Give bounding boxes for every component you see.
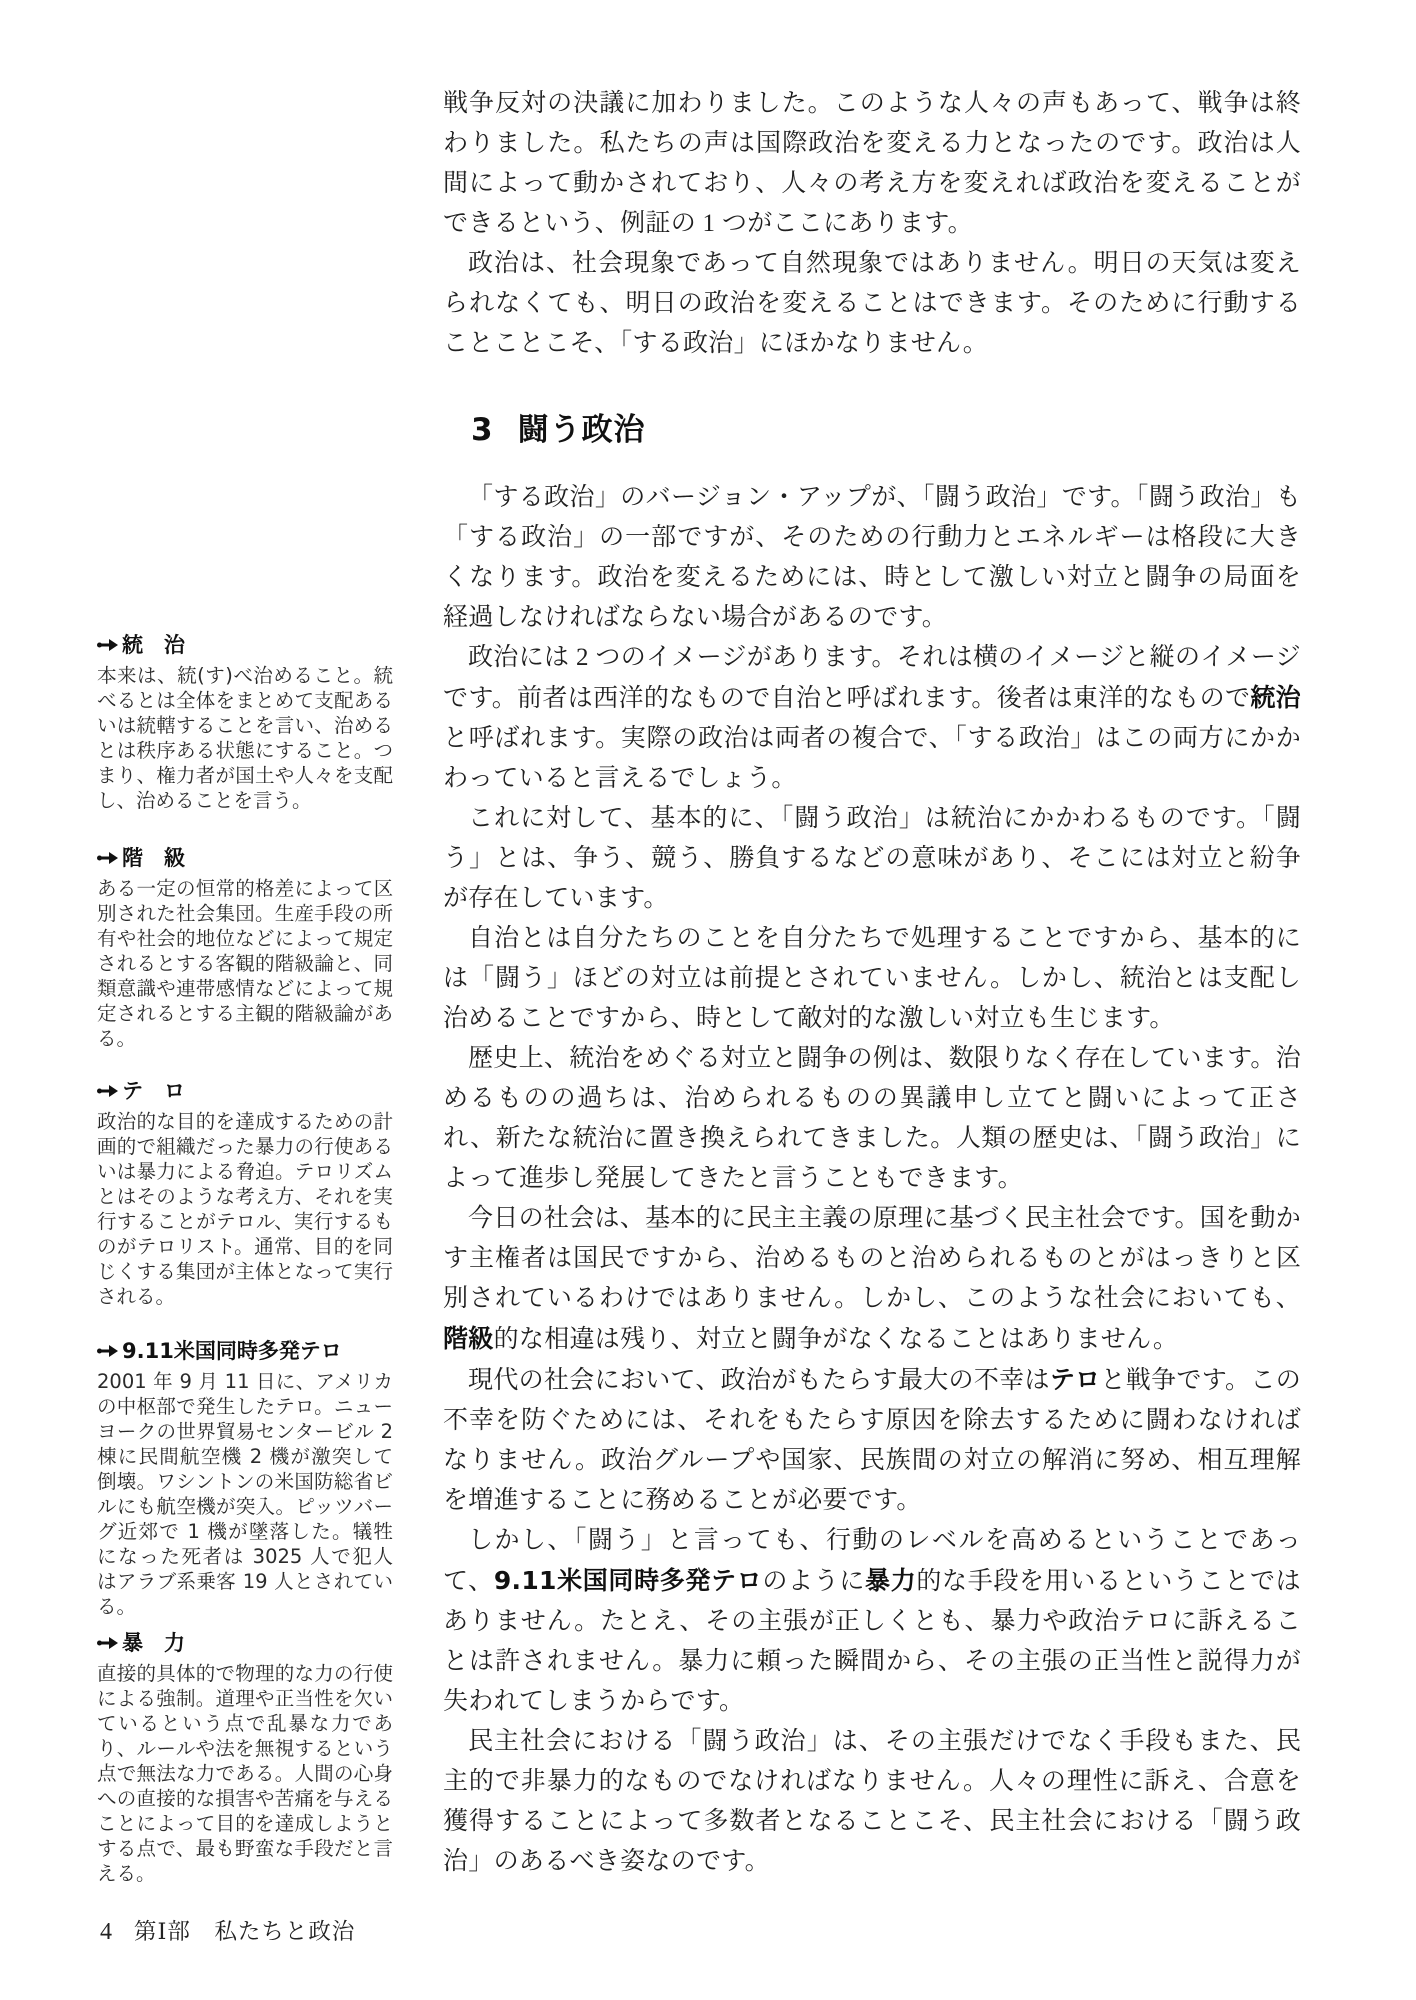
bold-term: 9.11米国同時多発テロ <box>493 1566 763 1595</box>
margin-note-term <box>97 1338 393 1364</box>
text-run: と呼ばれます。実際の政治は両者の複合で、「する政治」はこの両方にかかわっていると言えるでしょう。 <box>443 725 1301 792</box>
note-term-text: 9.11米国同時多発テロ <box>122 1339 342 1363</box>
note-term-text: 暴 力 <box>122 1631 185 1655</box>
text-run: 政治には 2 つのイメージがあります。それは横のイメージと縦のイメージです。前者は西洋的なもので自治と呼ばれます。後者は東洋的なもので <box>443 644 1301 712</box>
body-paragraph <box>443 1039 1301 1199</box>
note-arrow-icon <box>97 638 119 652</box>
text-run: しかし、「闘う」と言っても、行動のレベルを高めるということであって、 <box>443 1527 1301 1595</box>
bold-term: 階級 <box>443 1324 494 1353</box>
body-paragraphs-before-heading <box>443 84 1301 364</box>
part-label: 第Ⅰ部 私たちと政治 <box>134 1919 356 1944</box>
bold-term: テロ <box>1049 1365 1101 1394</box>
note-arrow-icon <box>97 845 119 871</box>
text-run: のように <box>762 1568 866 1595</box>
body-paragraphs-after-heading <box>443 478 1301 1882</box>
text-run: と戦争です。この不幸を防ぐためには、それをもたらす原因を除去するために闘わなければなりません。政治グループや国家、民族間の対立の解消に努め、相互理解を増進することに務めることが必要です。 <box>443 1367 1301 1514</box>
text-run: 自治とは自分たちのことを自分たちで処理することですから、基本的には「闘う」ほどの対立は前提とされていません。しかし、統治とは支配し治めることですから、時として敵対的な激しい対立も生じます。 <box>443 925 1301 1032</box>
body-paragraph <box>443 1521 1301 1722</box>
body-paragraph <box>443 638 1301 799</box>
margin-note-definition: 直接的具体的で物理的な力の行使による強制。道理や正当性を欠いているという点で乱暴な力であり、ルールや法を無視するという点で無法な力である。人間の心身への直接的な損害や苦痛を与えることによって目的を達成しようとする点で、最も野蛮な手段だと言える。 <box>97 1662 393 1885</box>
body-paragraph <box>443 478 1301 638</box>
text-run: これに対して、基本的に、「闘う政治」は統治にかかわるものです。「闘う」とは、争う、競う、勝負するなどの意味があり、そこには対立と紛争が存在しています。 <box>443 805 1301 912</box>
margin-note-term <box>97 845 393 871</box>
text-run: 的な相違は残り、対立と闘争がなくなることはありません。 <box>493 1326 1179 1353</box>
note-arrow-icon <box>97 1636 119 1650</box>
section-number: 3 <box>471 412 494 448</box>
note-arrow-icon <box>97 1344 119 1358</box>
main-text-column <box>443 84 1301 1882</box>
margin-note <box>97 845 393 1051</box>
note-arrow-icon <box>97 632 119 658</box>
margin-note <box>97 1078 393 1309</box>
text-run: 歴史上、統治をめぐる対立と闘争の例は、数限りなく存在しています。治めるものの過ちは、治められるものの異議申し立てと闘いによって正され、新たな統治に置き換えられてきました。人類の歴史は、「闘う政治」によって進歩し発展してきたと言うこともできます。 <box>443 1045 1301 1192</box>
margin-note <box>97 1630 393 1886</box>
margin-note <box>97 1338 393 1619</box>
bold-term: 暴力 <box>865 1566 917 1595</box>
note-term-text: 階 級 <box>122 846 185 870</box>
text-run: 「する政治」のバージョン・アップが、「闘う政治」です。「闘う政治」も「する政治」の一部ですが、そのための行動力とエネルギーは格段に大きくなります。政治を変えるためには、時として激しい対立と闘争の局面を経過しなければならない場合があるのです。 <box>443 484 1301 631</box>
body-paragraph <box>443 799 1301 919</box>
text-run: 民主社会における「闘う政治」は、その主張だけでなく手段もまた、民主的で非暴力的なものでなければなりません。人々の理性に訴え、合意を獲得することによって多数者となることこそ、民主社会における「闘う政治」のあるべき姿なのです。 <box>443 1728 1301 1875</box>
note-arrow-icon <box>97 1630 119 1656</box>
body-paragraph <box>443 919 1301 1039</box>
text-run: 的な手段を用いるということではありません。たとえ、その主張が正しくとも、暴力や政治テロに訴えることは許されません。暴力に頼った瞬間から、その主張の正当性と説得力が失われてしまうからです。 <box>443 1568 1301 1715</box>
note-arrow-icon <box>97 1338 119 1364</box>
page-number: 4 <box>100 1919 112 1945</box>
body-paragraph <box>443 1360 1301 1521</box>
margin-note-definition: 本来は、統(す)べ治めること。統べるとは全体をまとめて支配あるいは統轄することを言い、治めるとは秩序ある状態にすること。つまり、権力者が国土や人々を支配し、治めることを言う。 <box>97 664 393 812</box>
text-run: 政治は、社会現象であって自然現象ではありません。明日の天気は変えられなくても、明日の政治を変えることはできます。そのために行動することことこそ、「する政治」にほかなりません。 <box>443 250 1301 357</box>
margin-note-definition: 2001 年 9 月 11 日に、アメリカの中枢部で発生したテロ。ニューヨークの世界貿易センタービル 2 棟に民間航空機 2 機が激突して倒壊。ワシントンの米国防総省ビルにも航空機が突入。ピッツバーグ近郊で 1 機が墜落した。犠牲になった死者は 3025 人で犯人はアラブ系乗客 19 人とされている。 <box>97 1370 393 1618</box>
margin-note-term <box>97 1078 393 1104</box>
text-run: 現代の社会において、政治がもたらす最大の不幸は <box>468 1367 1050 1394</box>
note-arrow-icon <box>97 1084 119 1098</box>
body-paragraph <box>443 84 1301 244</box>
note-arrow-icon <box>97 1078 119 1104</box>
body-paragraph <box>443 1199 1301 1360</box>
section-heading <box>443 408 1301 452</box>
margin-note-term <box>97 632 393 658</box>
margin-note <box>97 632 393 813</box>
note-term-text: テ ロ <box>122 1079 185 1103</box>
margin-note-definition: ある一定の恒常的格差によって区別された社会集団。生産手段の所有や社会的地位などによって規定されるとする客観的階級論と、同類意識や連帯感情などによって規定されるとする主観的階級論がある。 <box>97 877 393 1050</box>
note-arrow-icon <box>97 851 119 865</box>
body-paragraph <box>443 244 1301 364</box>
body-paragraph <box>443 1722 1301 1882</box>
margin-note-term <box>97 1630 393 1656</box>
margin-note-definition: 政治的な目的を達成するための計画的で組織だった暴力の行使あるいは暴力による脅迫。テロリズムとはそのような考え方、それを実行することがテロル、実行するものがテロリスト。通常、目的を同じくする集団が主体となって実行される。 <box>97 1110 393 1308</box>
page-footer <box>100 1918 355 1946</box>
note-term-text: 統 治 <box>122 633 185 657</box>
text-run: 戦争反対の決議に加わりました。このような人々の声もあって、戦争は終わりました。私たちの声は国際政治を変える力となったのです。政治は人間によって動かされており、人々の考え方を変えれば政治を変えることができるという、例証の 1 つがここにあります。 <box>443 90 1301 237</box>
text-run: 今日の社会は、基本的に民主主義の原理に基づく民主社会です。国を動かす主権者は国民ですから、治めるものと治められるものとがはっきりと区別されているわけではありません。しかし、このような社会においても、 <box>443 1205 1301 1312</box>
bold-term: 統治 <box>1250 683 1301 712</box>
section-title: 闘う政治 <box>517 412 646 448</box>
